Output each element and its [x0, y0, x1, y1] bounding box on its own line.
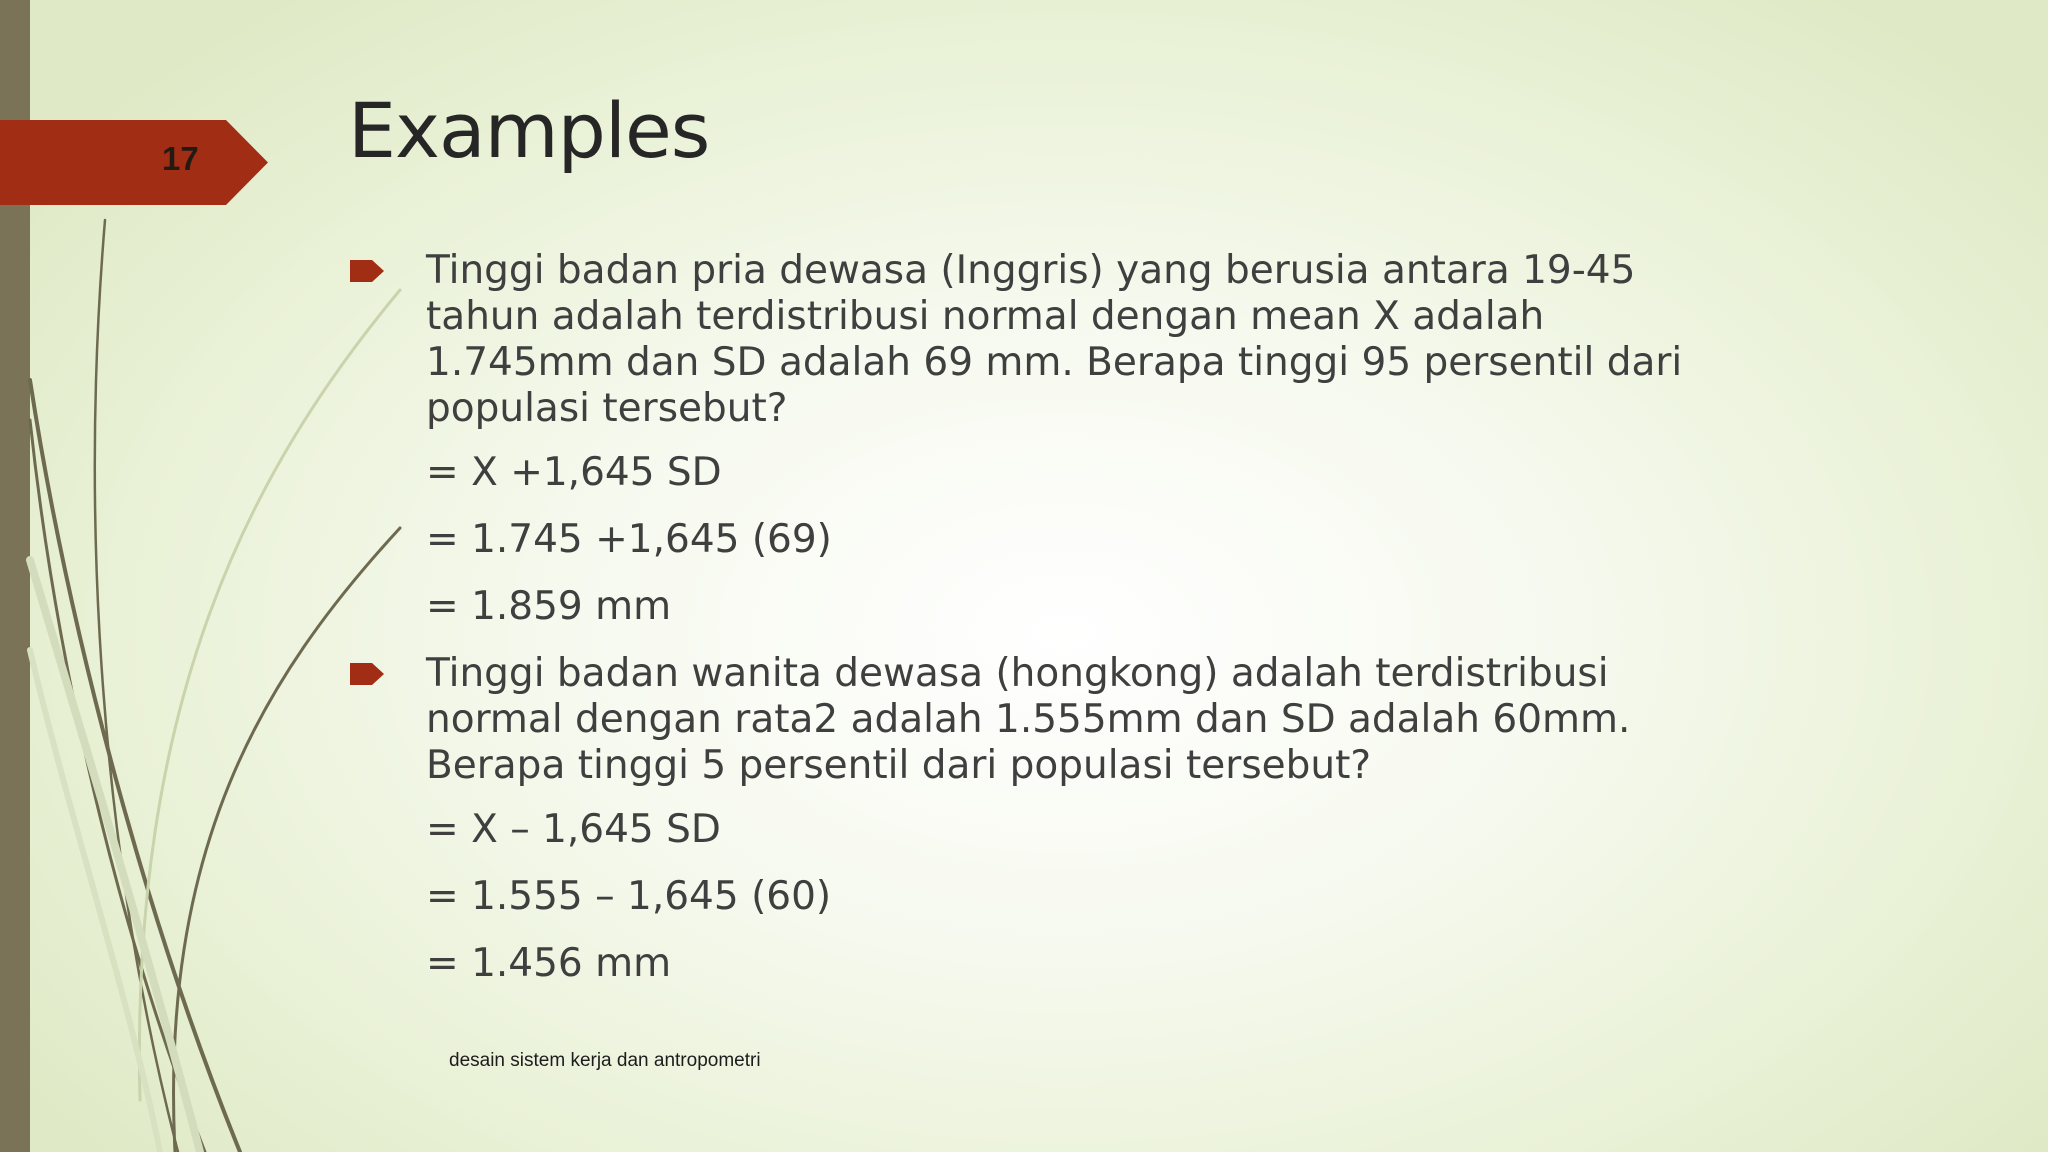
bullet-text: Tinggi badan pria dewasa (Inggris) yang berusia antara 19-45 tahun adalah terdistribusi normal dengan mean X adalah 1.745mm dan SD adalah 69 mm. Berapa tinggi 95 persentil dari populasi tersebut? — [426, 248, 1683, 431]
formula-line: = 1.456 mm — [426, 941, 672, 986]
formula-line: = X – 1,645 SD — [426, 807, 721, 852]
bullet-item — [350, 248, 1730, 432]
formula-line: = 1.859 mm — [426, 584, 672, 629]
arrow-right-icon — [350, 663, 384, 685]
slide-content — [350, 248, 1730, 1008]
slide-footer: desain sistem kerja dan antropometri — [449, 1050, 761, 1071]
formula-line: = X +1,645 SD — [426, 450, 722, 495]
slide-number: 17 — [162, 140, 199, 177]
formula-line: = 1.555 – 1,645 (60) — [426, 874, 832, 919]
bullet-text: Tinggi badan wanita dewasa (hongkong) adalah terdistribusi normal dengan rata2 adalah 1.555mm dan SD adalah 60mm. Berapa tinggi 5 persentil dari populasi tersebut? — [426, 651, 1631, 788]
slide-title: Examples — [348, 86, 710, 175]
slide-number-arrow-icon — [0, 120, 268, 205]
slide-number-tab — [0, 120, 268, 205]
bullet-item — [350, 651, 1730, 789]
arrow-right-icon — [350, 260, 384, 282]
formula-line: = 1.745 +1,645 (69) — [426, 517, 832, 562]
